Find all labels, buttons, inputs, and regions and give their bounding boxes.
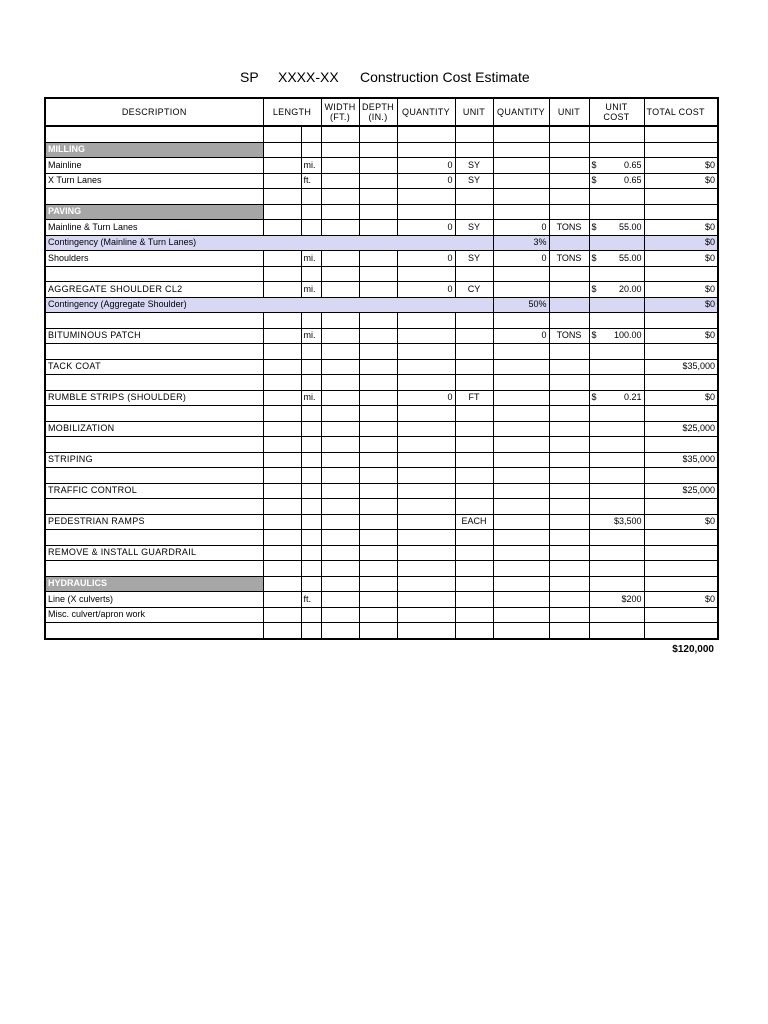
row-quantity: 0 — [397, 173, 455, 189]
table-row — [45, 220, 718, 236]
header-length: LENGTH — [263, 98, 321, 126]
row-unit-cost: $ 100.00 — [589, 328, 644, 344]
row-total: $0 — [644, 514, 718, 530]
row-quantity-2: 0 — [493, 251, 549, 267]
row-description: PEDESTRIAN RAMPS — [45, 514, 263, 530]
table-row — [45, 607, 718, 623]
row-unit-cost: $ 0.65 — [589, 173, 644, 189]
blank-row — [45, 437, 718, 453]
row-total: $0 — [644, 173, 718, 189]
row-unit: SY — [455, 173, 493, 189]
row-description: STRIPING — [45, 452, 263, 468]
row-description: REMOVE & INSTALL GUARDRAIL — [45, 545, 263, 561]
blank-row — [45, 499, 718, 515]
row-unit-cost: $ 55.00 — [589, 220, 644, 236]
blank-row — [45, 266, 718, 282]
row-unit-2: TONS — [549, 220, 589, 236]
row-length-unit: mi. — [301, 390, 321, 406]
section-hydraulics — [45, 576, 718, 592]
table-row — [45, 328, 718, 344]
row-length-unit: ft. — [301, 592, 321, 608]
header-depth: DEPTH (IN.) — [359, 98, 397, 126]
title-sp: SP — [240, 69, 259, 85]
table-row — [45, 514, 718, 530]
blank-row — [45, 468, 718, 484]
section-label: MILLING — [45, 142, 263, 158]
row-description: Contingency (Aggregate Shoulder) — [45, 297, 493, 313]
header-quantity: QUANTITY — [397, 98, 455, 126]
header-row — [45, 98, 718, 126]
row-total: $35,000 — [644, 452, 718, 468]
row-description: TACK COAT — [45, 359, 263, 375]
row-contingency-percent: 3% — [493, 235, 549, 251]
blank-row — [45, 375, 718, 391]
blank-row — [45, 406, 718, 422]
row-total: $0 — [644, 297, 718, 313]
row-description: X Turn Lanes — [45, 173, 263, 189]
table-row — [45, 545, 718, 561]
row-unit-2: TONS — [549, 328, 589, 344]
row-total: $25,000 — [644, 483, 718, 499]
row-length-unit: mi. — [301, 158, 321, 174]
table-row — [45, 592, 718, 608]
table-row — [45, 483, 718, 499]
row-quantity: 0 — [397, 220, 455, 236]
row-unit: CY — [455, 282, 493, 298]
header-total-cost: TOTAL COST — [644, 98, 718, 126]
row-unit: SY — [455, 158, 493, 174]
row-unit-cost: $200 — [589, 592, 644, 608]
header-width: WIDTH (FT.) — [321, 98, 359, 126]
row-total: $0 — [644, 328, 718, 344]
grand-total: $120,000 — [672, 644, 714, 655]
row-contingency-percent: 50% — [493, 297, 549, 313]
row-unit-cost: $ 55.00 — [589, 251, 644, 267]
table-row — [45, 251, 718, 267]
row-total: $0 — [644, 158, 718, 174]
header-quantity-2: QUANTITY — [493, 98, 549, 126]
contingency-row — [45, 235, 718, 251]
header-unit: UNIT — [455, 98, 493, 126]
table-row — [45, 421, 718, 437]
row-quantity: 0 — [397, 282, 455, 298]
row-quantity: 0 — [397, 251, 455, 267]
row-description: Mainline & Turn Lanes — [45, 220, 263, 236]
header-unit-2: UNIT — [549, 98, 589, 126]
row-unit: SY — [455, 220, 493, 236]
blank-row — [45, 344, 718, 360]
blank-row — [45, 623, 718, 639]
row-total: $0 — [644, 251, 718, 267]
table-row — [45, 452, 718, 468]
blank-row — [45, 189, 718, 205]
table-row — [45, 173, 718, 189]
row-unit-cost: $3,500 — [589, 514, 644, 530]
header-unit-cost: UNIT COST — [589, 98, 644, 126]
row-description: Line (X culverts) — [45, 592, 263, 608]
blank-row — [45, 126, 718, 142]
row-unit: EACH — [455, 514, 493, 530]
row-description: RUMBLE STRIPS (SHOULDER) — [45, 390, 263, 406]
row-description: TRAFFIC CONTROL — [45, 483, 263, 499]
row-length-unit: mi. — [301, 282, 321, 298]
row-total: $0 — [644, 235, 718, 251]
contingency-row — [45, 297, 718, 313]
row-description: MOBILIZATION — [45, 421, 263, 437]
row-description: Mainline — [45, 158, 263, 174]
row-description: Misc. culvert/apron work — [45, 607, 263, 623]
title-project-code: XXXX-XX — [278, 69, 339, 85]
section-label: HYDRAULICS — [45, 576, 263, 592]
row-total: $25,000 — [644, 421, 718, 437]
row-quantity-2: 0 — [493, 328, 549, 344]
row-unit: SY — [455, 251, 493, 267]
row-description: AGGREGATE SHOULDER CL2 — [45, 282, 263, 298]
row-quantity: 0 — [397, 390, 455, 406]
row-unit: FT — [455, 390, 493, 406]
row-total: $0 — [644, 390, 718, 406]
row-total: $0 — [644, 592, 718, 608]
table-row — [45, 158, 718, 174]
row-unit-cost: $ 0.65 — [589, 158, 644, 174]
title-name: Construction Cost Estimate — [360, 69, 530, 85]
table-row — [45, 282, 718, 298]
row-length-unit: mi. — [301, 328, 321, 344]
row-unit-cost: $ 20.00 — [589, 282, 644, 298]
blank-row — [45, 313, 718, 329]
row-length-unit: mi. — [301, 251, 321, 267]
row-description: BITUMINOUS PATCH — [45, 328, 263, 344]
row-total: $0 — [644, 220, 718, 236]
table-row — [45, 359, 718, 375]
header-description: DESCRIPTION — [45, 98, 263, 126]
blank-row — [45, 530, 718, 546]
section-milling — [45, 142, 718, 158]
row-description: Contingency (Mainline & Turn Lanes) — [45, 235, 493, 251]
row-quantity-2: 0 — [493, 220, 549, 236]
row-quantity: 0 — [397, 158, 455, 174]
row-unit-cost: $ 0.21 — [589, 390, 644, 406]
row-description: Shoulders — [45, 251, 263, 267]
table-row — [45, 390, 718, 406]
row-total: $35,000 — [644, 359, 718, 375]
blank-row — [45, 561, 718, 577]
cost-estimate-table — [44, 97, 719, 640]
row-total: $0 — [644, 282, 718, 298]
document-title — [0, 69, 768, 89]
row-length-unit: ft. — [301, 173, 321, 189]
row-unit-2: TONS — [549, 251, 589, 267]
section-label: PAVING — [45, 204, 263, 220]
section-paving — [45, 204, 718, 220]
